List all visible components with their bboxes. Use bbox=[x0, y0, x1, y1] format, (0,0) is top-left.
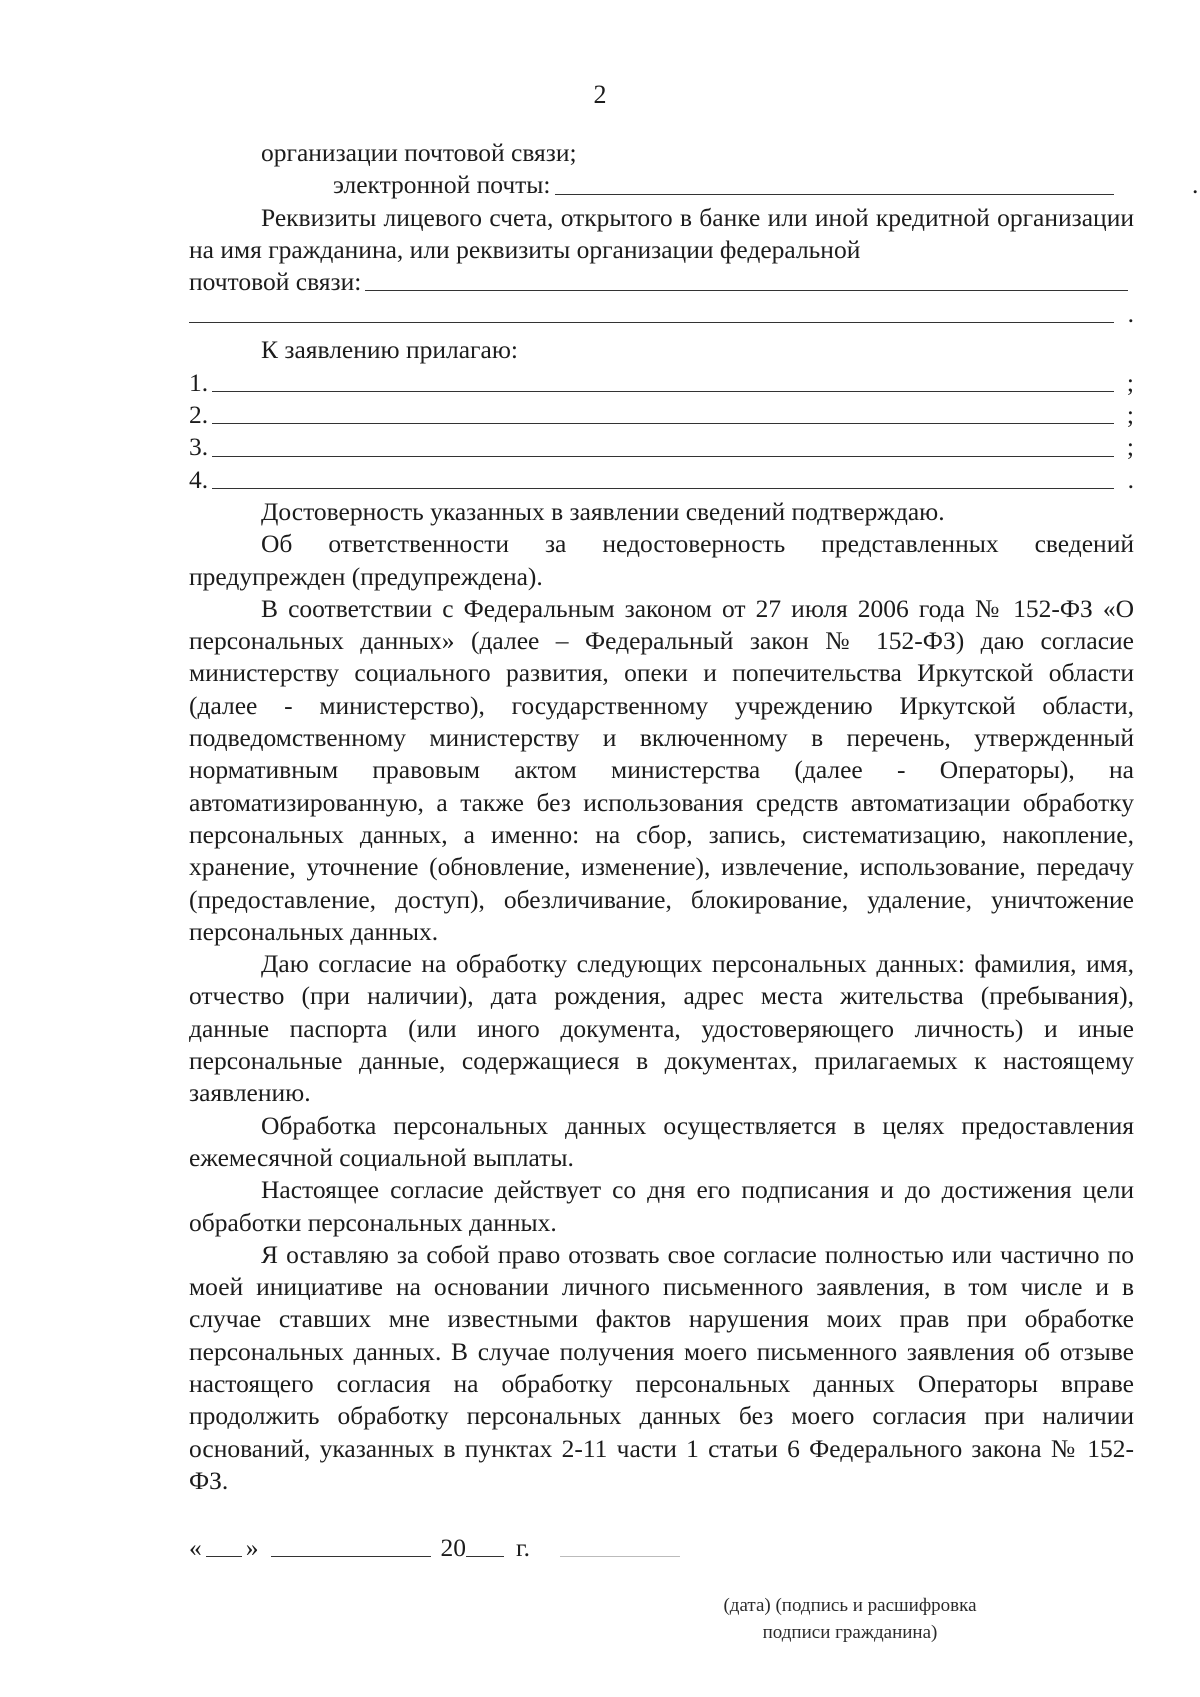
attachment-item bbox=[189, 464, 1134, 496]
year-suffix: г. bbox=[516, 1533, 530, 1562]
purpose-paragraph: Обработка персональных данных осуществляется в целях предоставления ежемесячной социальной выплаты. bbox=[189, 1110, 1134, 1172]
attachment-blank[interactable] bbox=[212, 423, 1114, 424]
email-line-end: . bbox=[1192, 170, 1199, 200]
postal-contact-line: организации почтовой связи; bbox=[261, 138, 577, 167]
attachment-line-end: ; bbox=[1126, 400, 1134, 430]
year-blank[interactable] bbox=[466, 1556, 504, 1557]
requisites-blank-2[interactable] bbox=[189, 322, 1114, 323]
signature-caption bbox=[660, 1592, 1040, 1646]
email-label: электронной почты: bbox=[333, 170, 551, 200]
requisites-line-end: . bbox=[1127, 299, 1134, 329]
withdraw-paragraph: Я оставляю за собой право отозвать свое согласие полностью или частично по моей инициативе на основании личного письменного заявления, в том числе и в случае ставших мне известными фактов нарушения моих прав при обработке персональных данных. В случае получения моего письменного заявления об отзыве настоящего согласия на обработку персональных данных Операторы вправе продолжить обработку персональных данных без моего согласия при наличии оснований, указанных в пунктах 2-11 части 1 статьи 6 Федерального закона № 152-ФЗ. bbox=[189, 1239, 1134, 1495]
attachment-number: 1. bbox=[189, 367, 209, 397]
attachments-heading: К заявлению прилагаю: bbox=[261, 335, 518, 365]
attachment-line-end: ; bbox=[1126, 367, 1134, 397]
year-prefix: 20 bbox=[440, 1533, 466, 1562]
attachment-blank[interactable] bbox=[212, 391, 1114, 392]
date-close-quote: » bbox=[245, 1533, 259, 1562]
attachment-blank[interactable] bbox=[212, 488, 1114, 489]
attachment-number: 3. bbox=[189, 432, 209, 462]
requisites-field-line-2 bbox=[189, 298, 1134, 330]
consent-data-paragraph: Даю согласие на обработку следующих персональных данных: фамилия, имя, отчество (при наличии), дата рождения, адрес места жительства (пребывания), данные паспорта (или иного документа, удостоверяющего личность) и иные персональные данные, содержащиеся в документах, прилагаемых к настоящему заявлению. bbox=[189, 949, 1134, 1108]
requisites-text: Реквизиты лицевого счета, открытого в банке или иной кредитной организации на имя гражданина, или реквизиты организации федеральной bbox=[189, 202, 1134, 264]
signature-blank[interactable] bbox=[560, 1556, 680, 1557]
attachment-number: 2. bbox=[189, 400, 209, 430]
attachment-line-end: ; bbox=[1126, 432, 1134, 462]
consent-main-paragraph: В соответствии с Федеральным законом от 27 июля 2006 года № 152-ФЗ «О персональных данных» (далее – Федеральный закон № 152-ФЗ) даю согласие министерству социального развития, опеки и попечительства Иркутской области (далее - министерство), государственному учреждению Иркутской области, подведомственному министерству и включенному в перечень, утвержденный нормативным правовым актом министерства (далее - Операторы), на автоматизированную, а также без использования средств автоматизации обработку персональных данных, а именно: на сбор, запись, систематизацию, накопление, хранение, уточнение (обновление, изменение), извлечение, использование, передачу (предоставление, доступ), обезличивание, блокирование, удаление, уничтожение персональных данных. bbox=[189, 593, 1134, 946]
month-blank[interactable] bbox=[271, 1556, 431, 1557]
attachment-item bbox=[189, 367, 1134, 399]
application-body bbox=[189, 137, 1199, 1497]
day-blank[interactable] bbox=[206, 1556, 242, 1557]
requisites-blank[interactable] bbox=[365, 290, 1128, 291]
date-open-quote: « bbox=[189, 1533, 202, 1562]
email-field-line bbox=[189, 169, 1199, 201]
confirm-paragraph: Достоверность указанных в заявлении сведений подтверждаю. bbox=[261, 496, 945, 526]
validity-paragraph: Настоящее согласие действует со дня его подписания и до достижения цели обработки персональных данных. bbox=[189, 1175, 1134, 1237]
requisites-label: почтовой связи: bbox=[189, 267, 362, 297]
email-blank[interactable] bbox=[555, 194, 1114, 195]
signature-date-row bbox=[189, 1532, 684, 1564]
signature-caption-line-2: подписи гражданина) bbox=[762, 1622, 938, 1643]
page-number: 2 bbox=[593, 80, 607, 109]
signature-caption-line-1: (дата) (подпись и расшифровка bbox=[723, 1595, 977, 1616]
attachment-blank[interactable] bbox=[212, 456, 1114, 457]
responsibility-paragraph: Об ответственности за недостоверность представленных сведений предупрежден (предупреждена). bbox=[189, 529, 1134, 591]
attachment-item bbox=[189, 431, 1134, 463]
attachment-number: 4. bbox=[189, 464, 209, 494]
attachment-line-end: . bbox=[1127, 464, 1134, 494]
attachment-item bbox=[189, 399, 1134, 431]
requisites-field-line bbox=[189, 266, 1134, 298]
